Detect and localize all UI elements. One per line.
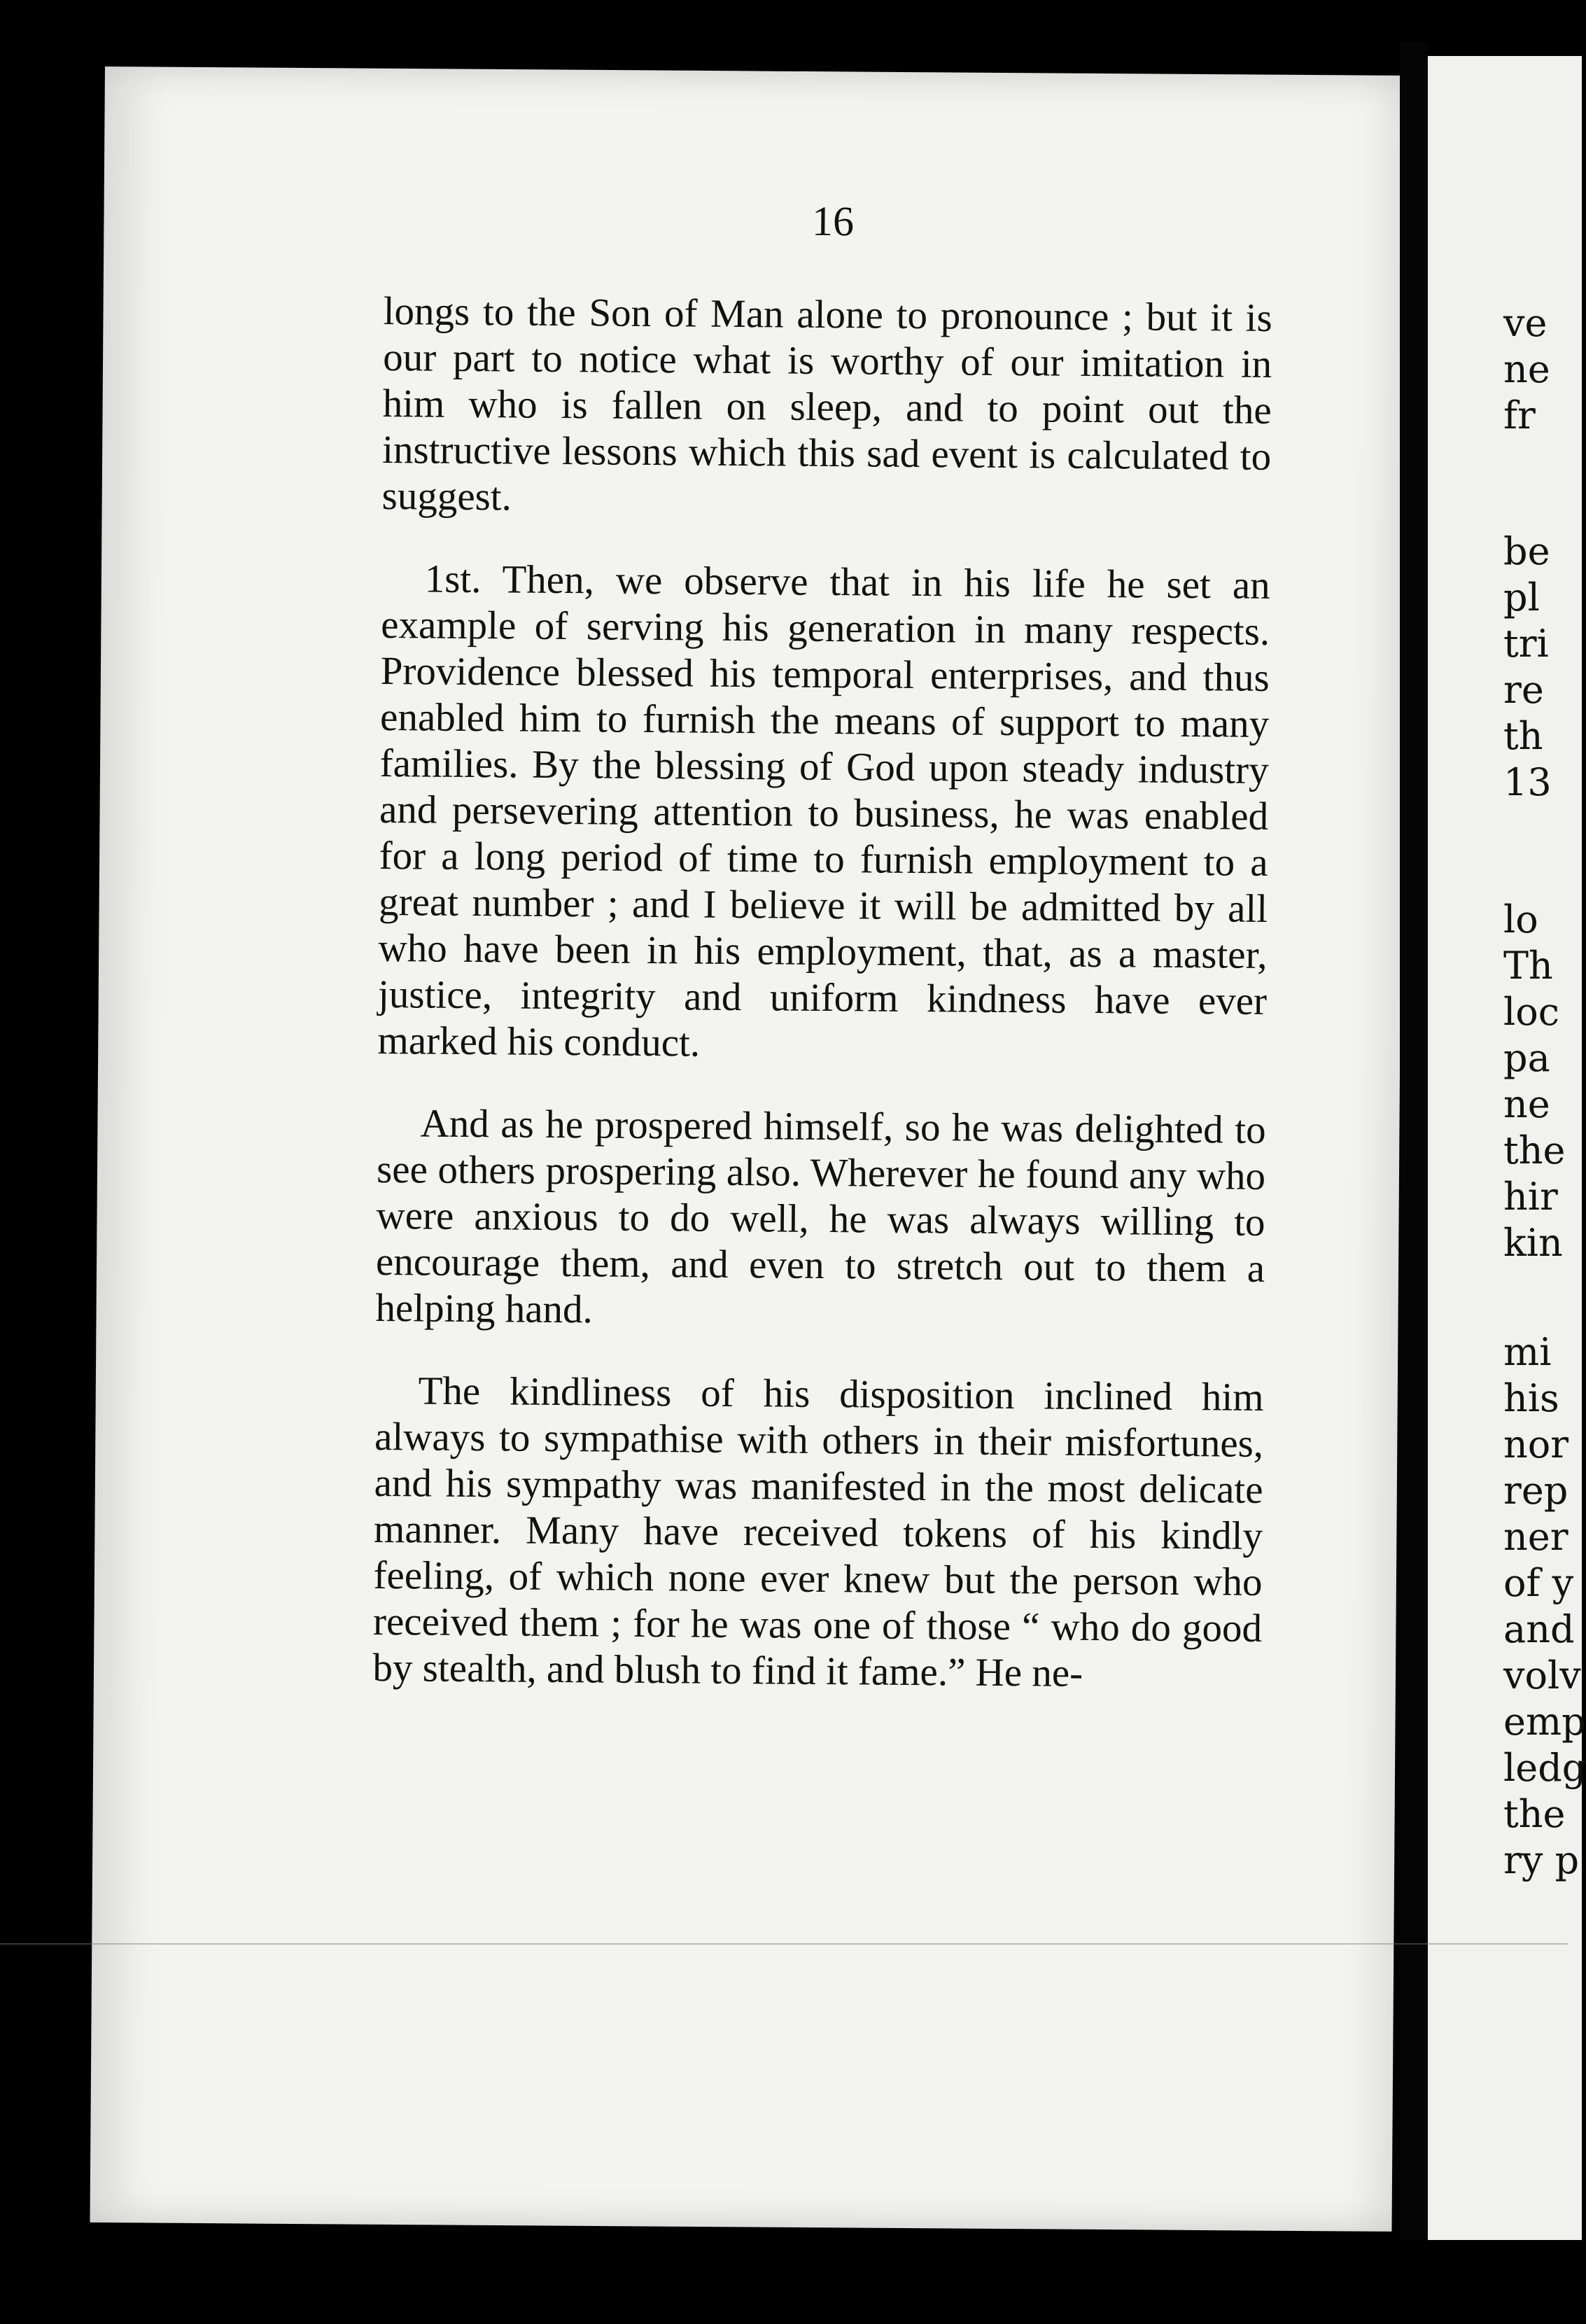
book-gutter: [1400, 42, 1428, 2240]
facing-line: re: [1503, 668, 1544, 712]
facing-line: emp: [1503, 1700, 1586, 1744]
facing-line: rep: [1503, 1469, 1569, 1513]
facing-line: loc: [1503, 990, 1560, 1034]
facing-line: 13: [1503, 760, 1552, 804]
paragraph: longs to the Son of Man alone to pronounce ; but it is our part to notice what is worthy of our imitation in him who is fallen on sleep, and to point out the instructive lessons which this sad event is calculated to suggest.: [381, 288, 1272, 519]
scan-artifact-line: [0, 1943, 1568, 1945]
facing-line: pl: [1503, 575, 1540, 620]
facing-line: ry p: [1503, 1838, 1580, 1882]
paragraph: 1st. Then, we observe that in his life he set an example of serving his generation in many respects. Providence blessed his temporal enterprises, and thus enabled him to furnish the means of support to many families. By the blessing of God upon steady industry and persevering attention to business, he was enabled for a long period of time to furnish employment to a great number ; and I believe it will be admitted by all who have been in his employment, that, as a master, justice, integrity and uniform kindness have ever marked his conduct.: [377, 556, 1270, 1065]
facing-line: be: [1503, 529, 1550, 573]
facing-line: pa: [1503, 1036, 1550, 1080]
facing-line: fr: [1503, 393, 1536, 438]
page-number: 16: [811, 197, 855, 245]
paragraph: The kindliness of his disposition inclined him always to sympathise with others in their misfortunes, and his sympathy was manifested in the most delicate manner. Many have received tokens of his kindly feeling, of which none ever knew but the person who received them ; for he was one of those “ who do good by stealth, and blush to find it fame.” He ne-: [372, 1368, 1264, 1695]
facing-line: kin: [1503, 1221, 1563, 1265]
facing-line: volv: [1503, 1653, 1581, 1698]
facing-line: ve: [1503, 301, 1548, 345]
facing-line: ne: [1503, 347, 1550, 391]
facing-line: his: [1503, 1376, 1559, 1420]
facing-line: and: [1503, 1607, 1575, 1651]
paragraph: And as he prospered himself, so he was delighted to see others prospering also. Wherever he found any who were anxious to do well, he was always willing to encourage them, and even to stretch out to them a helping hand.: [375, 1101, 1266, 1332]
facing-line: Th: [1503, 944, 1553, 988]
facing-line: th: [1503, 714, 1543, 758]
facing-line: mi: [1503, 1330, 1552, 1374]
facing-line: the: [1503, 1792, 1566, 1836]
page-text: [372, 288, 1272, 1735]
facing-line: lo: [1503, 897, 1538, 941]
facing-line: ner: [1503, 1515, 1569, 1559]
facing-line: nor: [1503, 1422, 1569, 1466]
facing-line: hir: [1503, 1175, 1558, 1219]
facing-line: ne: [1503, 1082, 1550, 1126]
facing-line: ledg: [1503, 1746, 1586, 1790]
facing-line: tri: [1503, 622, 1549, 666]
facing-line: of y: [1503, 1561, 1574, 1605]
facing-line: the: [1503, 1128, 1566, 1172]
